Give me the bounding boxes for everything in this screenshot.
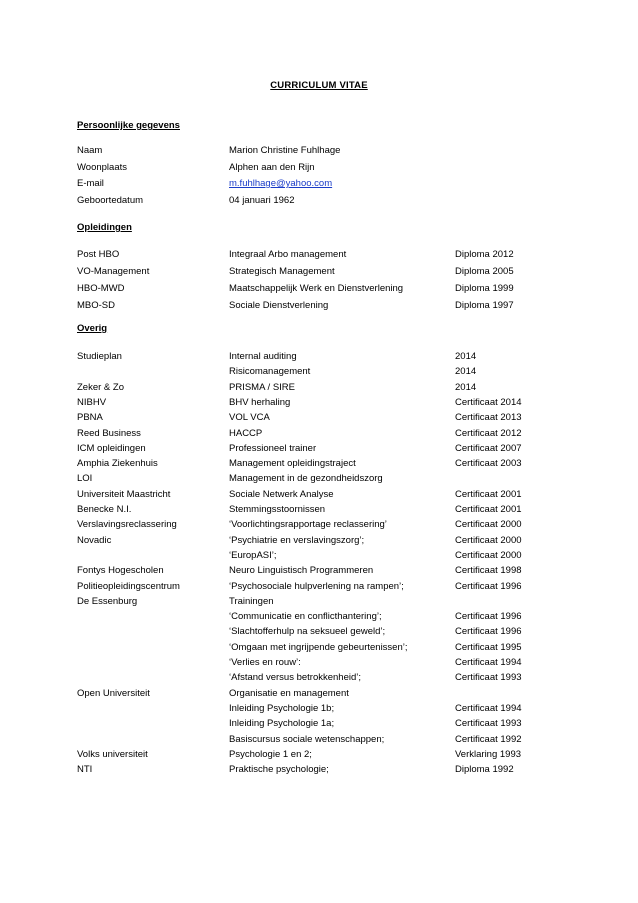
other-course: ‘Psychiatrie en verslavingszorg’; (229, 534, 365, 546)
other-org: Novadic (77, 534, 112, 546)
other-course: ‘Psychosociale hulpverlening na rampen’; (229, 580, 404, 592)
other-org: ICM opleidingen (77, 442, 146, 454)
other-result: Certificaat 1994 (455, 657, 522, 668)
other-row (0, 580, 638, 594)
other-course: ‘Slachtofferhulp na seksueel geweld’; (229, 626, 386, 638)
other-course: Basiscursus sociale wetenschappen; (229, 733, 385, 745)
other-row (0, 350, 638, 364)
other-org: PBNA (77, 412, 103, 424)
other-course: ‘Communicatie en conflicthantering’; (229, 611, 382, 623)
section-heading-personal: Persoonlijke gegevens (77, 120, 180, 131)
other-course: ‘EuropASI’; (229, 549, 277, 561)
other-result: 2014 (455, 351, 477, 362)
other-org: Open Universiteit (77, 687, 150, 699)
other-result: Certificaat 1996 (455, 580, 522, 592)
other-course: Trainingen (229, 595, 274, 607)
other-course: Stemmingsstoornissen (229, 504, 326, 515)
other-course: ‘Afstand versus betrokkenheid’; (229, 672, 362, 684)
other-row (0, 534, 638, 548)
other-course: Organisatie en management (229, 687, 349, 699)
other-org: NTI (77, 764, 93, 776)
other-row (0, 625, 638, 639)
other-result: Certificaat 2000 (455, 534, 522, 546)
section-heading-other: Overig (77, 323, 108, 334)
other-org: Zeker & Zo (77, 381, 124, 393)
other-course: ‘Omgaan met ingrijpende gebeurtenissen’; (229, 641, 408, 653)
education-row (0, 248, 638, 262)
other-result: Certificaat 1993 (455, 672, 522, 684)
other-result: Certificaat 1996 (455, 611, 522, 623)
education-level: MBO-SD (77, 300, 115, 311)
other-result: Certificaat 2003 (455, 458, 522, 470)
education-level: VO-Management (77, 266, 150, 277)
other-result: Certificaat 1993 (455, 718, 522, 730)
other-org: Benecke N.I. (77, 504, 132, 515)
education-subject: Integraal Arbo management (229, 249, 347, 260)
education-row (0, 265, 638, 279)
other-result: Certificaat 2001 (455, 504, 522, 515)
other-row (0, 472, 638, 486)
other-row (0, 717, 638, 731)
other-result: Certificaat 2000 (455, 519, 522, 531)
other-course: Praktische psychologie; (229, 764, 329, 776)
personal-label: E-mail (77, 178, 104, 189)
other-course: BHV herhaling (229, 396, 291, 408)
other-result: 2014 (455, 366, 477, 378)
education-level: HBO-MWD (77, 283, 125, 294)
other-course: VOL VCA (229, 412, 270, 424)
education-level: Post HBO (77, 249, 120, 260)
personal-value: 04 januari 1962 (229, 194, 295, 206)
other-result: Verklaring 1993 (455, 748, 522, 760)
personal-label: Geboortedatum (77, 194, 144, 206)
other-course: Sociale Netwerk Analyse (229, 488, 334, 500)
other-row (0, 610, 638, 624)
other-course: Inleiding Psychologie 1b; (229, 702, 335, 714)
other-row (0, 763, 638, 777)
personal-row (0, 194, 638, 208)
other-result: Certificaat 2000 (455, 549, 522, 561)
education-row (0, 282, 638, 296)
other-org: Verslavingsreclassering (77, 519, 177, 531)
other-row (0, 564, 638, 578)
education-subject: Strategisch Management (229, 266, 335, 277)
education-subject: Maatschappelijk Werk en Dienstverlening (229, 283, 404, 294)
other-org: De Essenburg (77, 595, 138, 607)
other-course: Management opleidingstraject (229, 458, 356, 470)
personal-row (0, 177, 638, 191)
personal-label: Woonplaats (77, 161, 127, 173)
other-result: Certificaat 1992 (455, 733, 522, 745)
other-org: Amphia Ziekenhuis (77, 458, 158, 470)
other-row (0, 748, 638, 762)
other-result: Certificaat 1998 (455, 565, 522, 577)
other-org: Universiteit Maastricht (77, 488, 171, 500)
other-course: ‘Voorlichtingsrapportage reclassering’ (229, 519, 387, 531)
other-result: Certificaat 1995 (455, 641, 522, 653)
other-org: Studieplan (77, 351, 122, 362)
other-row (0, 442, 638, 456)
personal-label: Naam (77, 145, 103, 156)
other-row (0, 656, 638, 670)
other-course: ‘Verlies en rouw’: (229, 657, 301, 668)
other-row (0, 365, 638, 379)
other-course: Neuro Linguistisch Programmeren (229, 565, 374, 577)
personal-row (0, 161, 638, 175)
section-heading-education: Opleidingen (77, 222, 132, 233)
other-course: Inleiding Psychologie 1a; (229, 718, 335, 730)
other-result: 2014 (455, 381, 477, 393)
other-row (0, 671, 638, 685)
other-row (0, 503, 638, 517)
other-course: PRISMA / SIRE (229, 381, 295, 393)
other-result: Certificaat 1994 (455, 702, 522, 714)
personal-value: Alphen aan den Rijn (229, 161, 315, 173)
education-result: Diploma 1999 (455, 283, 514, 294)
document-title: CURRICULUM VITAE (270, 80, 368, 91)
other-row (0, 733, 638, 747)
other-org: Politieopleidingscentrum (77, 580, 180, 592)
other-result: Certificaat 2013 (455, 412, 522, 424)
education-result: Diploma 2012 (455, 249, 514, 260)
other-row (0, 641, 638, 655)
email-link[interactable]: m.fuhlhage@yahoo.com (229, 178, 333, 189)
other-result: Certificaat 2014 (455, 396, 522, 408)
other-row (0, 687, 638, 701)
personal-row (0, 144, 638, 158)
other-row (0, 488, 638, 502)
other-row (0, 595, 638, 609)
education-subject: Sociale Dienstverlening (229, 300, 329, 311)
personal-value: Marion Christine Fuhlhage (229, 145, 341, 156)
other-course: Psychologie 1 en 2; (229, 748, 312, 760)
other-row (0, 427, 638, 441)
other-row (0, 457, 638, 471)
other-row (0, 411, 638, 425)
other-result: Certificaat 2001 (455, 488, 522, 500)
other-org: NIBHV (77, 396, 107, 408)
other-row (0, 702, 638, 716)
other-org: Volks universiteit (77, 748, 148, 760)
other-result: Certificaat 2012 (455, 427, 522, 439)
other-row (0, 518, 638, 532)
other-result: Certificaat 2007 (455, 442, 522, 454)
other-org: Fontys Hogescholen (77, 565, 164, 577)
other-row (0, 381, 638, 395)
other-course: Professioneel trainer (229, 442, 317, 454)
other-row (0, 396, 638, 410)
other-course: HACCP (229, 427, 263, 439)
education-result: Diploma 2005 (455, 266, 514, 277)
education-result: Diploma 1997 (455, 300, 514, 311)
other-result: Certificaat 1996 (455, 626, 522, 638)
other-row (0, 549, 638, 563)
other-course: Risicomanagement (229, 366, 311, 378)
education-row (0, 299, 638, 313)
other-course: Internal auditing (229, 351, 297, 362)
other-course: Management in de gezondheidszorg (229, 473, 383, 485)
other-result: Diploma 1992 (455, 764, 514, 776)
other-org: LOI (77, 473, 93, 485)
other-org: Reed Business (77, 427, 141, 439)
